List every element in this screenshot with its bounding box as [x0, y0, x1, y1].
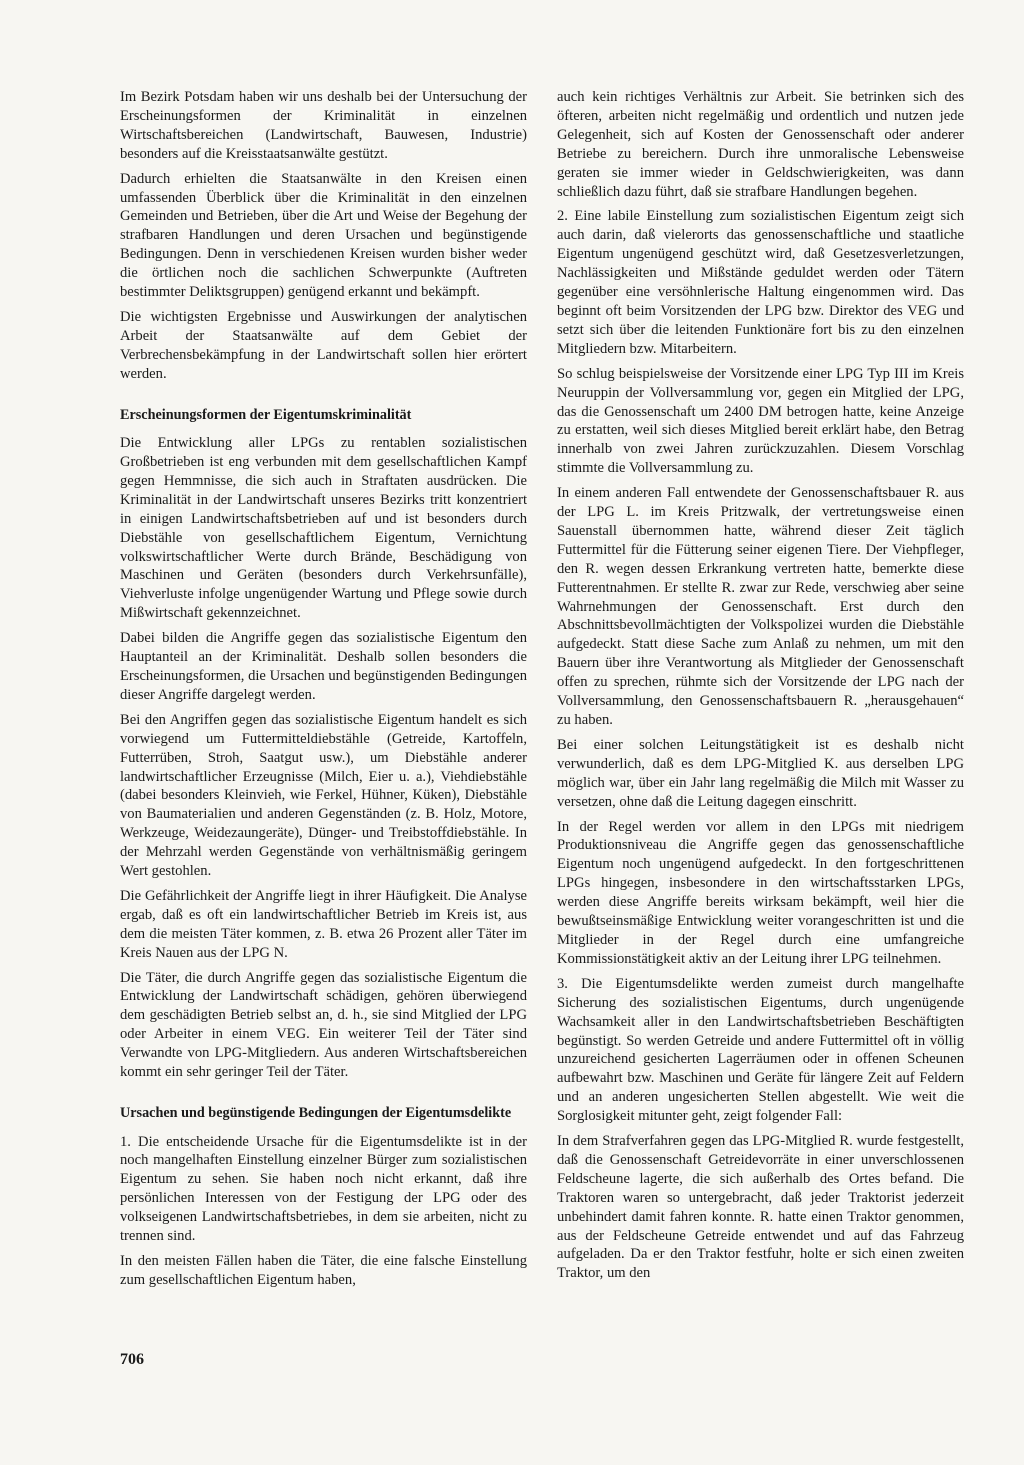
paragraph: Dabei bilden die Angriffe gegen das sozialistische Eigentum den Hauptanteil an der Kriminalität. Deshalb sollen besonders die Erscheinungsformen, die Ursachen und begünstigenden Bedingungen dieser Angriffe dargelegt werden.: [120, 630, 527, 703]
paragraph: So schlug beispielsweise der Vorsitzende einer LPG Typ III im Kreis Neuruppin der Vollversammlung vor, gegen ein Mitglied der LPG, das die Genossenschaft um 2400 DM betrogen hatte, keine Anzeige zu erstatten, weil sich dieses Mitglied bereit erklärt habe, den Betrag innerhalb von zwei Jahren zurückzuzahlen. Diesem Vorschlag stimmte die Vollversammlung zu.: [557, 365, 964, 477]
section-heading: Erscheinungsformen der Eigentumskriminalität: [120, 406, 412, 423]
paragraph: 3. Die Eigentumsdelikte werden zumeist durch mangelhafte Sicherung des sozialistischen Eigentums, durch ungenügende Wachsamkeit aller in den Landwirtschaftsbetrieben Beschäftigten begünstigt. So werden Getreide und andere Futtermittel oft in völlig unzureichend gesicherten Lagerräumen oder in offenen Scheunen aufbewahrt bzw. Maschinen und Geräte für längere Zeit auf Feldern und an anderen ungesicherten Stellen abgestellt. Wie weit die Sorglosigkeit mitunter geht, zeigt folgender Fall:: [557, 975, 964, 1125]
paragraph: Die wichtigsten Ergebnisse und Auswirkungen der analytischen Arbeit der Staatsanwälte auf dem Gebiet der Verbrechensbekämpfung in der Landwirtschaft sollen hier erörtert werden.: [120, 308, 527, 382]
left-column: [120, 88, 527, 1296]
paragraph: 2. Eine labile Einstellung zum sozialistischen Eigentum zeigt sich auch darin, daß vielerorts das genossenschaftliche und staatliche Eigentum ungenügend geschützt wird, daß Gesetzesverletzungen, Nachlässigkeiten und Mißstände geduldet werden oder Tätern gegenüber eine versöhnlerische Haltung eingenommen wird. Das beginnt oft beim Vorsitzenden der LPG bzw. Direktor des VEG und setzt sich über die leitenden Funktionäre fort bis zu den einzelnen Mitgliedern bzw. Mitarbeitern.: [557, 208, 964, 357]
paragraph: In einem anderen Fall entwendete der Genossenschaftsbauer R. aus der LPG L. im Kreis Pritzwalk, der vertretungsweise einen Sauenstall übernommen hatte, während dieser Zeit täglich Futtermittel für die Fütterung seiner eigenen Tiere. Der Viehpfleger, den R. wegen dessen Erkrankung vertreten hatte, bemerkte diese Futterentnahmen. Er stellte R. zwar zur Rede, verschwieg aber seine Wahrnehmungen der Genossenschaft. Erst durch den Abschnittsbevollmächtigten der Volkspolizei wurden die Diebstähle aufgedeckt. Statt diese Sache zum Anlaß zu nehmen, um mit den Bauern über ihre Verantwortung als Mitglieder der Genossenschaft offen zu sprechen, rühmte sich der Vorsitzende der LPG nach der Vollversammlung, den Genossenschaftsbauern R. „herausgehauen“ zu haben.: [557, 485, 964, 728]
paragraph: In der Regel werden vor allem in den LPGs mit niedrigem Produktionsniveau die Angriffe gegen das genossenschaftliche Eigentum noch ungenügend aufgedeckt. In den fortgeschrittenen LPGs hingegen, insbesondere in den wirtschaftsstarken LPGs, werden diese Angriffe bereits wirksam bekämpft, weil hier die bewußtseinsmäßige Entwicklung weiter vorangeschritten ist und die Mitglieder in der Regel durch eine umfangreiche Kommissionstätigkeit aktiv an der Leitung ihrer LPG teilnehmen.: [557, 818, 964, 967]
right-column: [557, 88, 964, 1289]
paragraph: Im Bezirk Potsdam haben wir uns deshalb bei der Untersuchung der Erscheinungsformen der Kriminalität in einzelnen Wirtschaftsbereichen (Landwirtschaft, Bauwesen, Industrie) besonders auf die Kreisstaatsanwälte gestützt.: [120, 89, 527, 162]
paragraph: Die Entwicklung aller LPGs zu rentablen sozialistischen Großbetrieben ist eng verbunden mit dem gesellschaftlichen Kampf gegen Hemmnisse, die sich auch in Straftaten ausdrücken. Die Kriminalität in der Landwirtschaft unseres Bezirks tritt konzentriert in einigen Landwirtschaftsbetrieben auf und ist besonders durch Diebstähle von gesellschaftlichem Eigentum, Vernichtung volkswirtschaftlicher Werte durch Brände, Beschädigung von Maschinen und Geräten (besonders durch Verkehrsunfälle), Viehverluste infolge ungenügender Wartung und Pflege sowie durch Mißwirtschaft gekennzeichnet.: [120, 435, 527, 622]
paragraph: Die Gefährlichkeit der Angriffe liegt in ihrer Häufigkeit. Die Analyse ergab, daß es oft ein landwirtschaftlicher Betrieb im Kreis ist, aus dem die meisten Täter kommen, z. B. etwa 26 Prozent aller Täter im Kreis Nauen aus der LPG N.: [120, 887, 527, 961]
page-number: 706: [120, 1351, 144, 1368]
paragraph: Dadurch erhielten die Staatsanwälte in den Kreisen einen umfassenden Überblick über die Kriminalität in den einzelnen Gemeinden und Betrieben, über die Art und Weise der Begehung der strafbaren Handlungen und deren Ursachen und begünstigende Bedingungen. Denn in verschiedenen Kreisen wurden bisher weder die örtlichen noch die sachlichen Schwerpunkte (Auftreten bestimmter Deliktsgruppen) genügend erkannt und bekämpft.: [120, 170, 527, 301]
paragraph: In dem Strafverfahren gegen das LPG-Mitglied R. wurde festgestellt, daß die Genossenschaft Getreidevorräte in einer unverschlossenen Feldscheune lagerte, die sich außerhalb des Ortes befand. Die Traktoren waren so untergebracht, daß jeder Traktorist jederzeit unbehindert damit fahren konnte. R. hatte einen Traktor genommen, aus der Feldscheune Getreide entwendet und auf das Fahrzeug aufgeladen. Da er den Traktor festfuhr, holte er sich einen zweiten Traktor, um den: [557, 1133, 964, 1282]
section-heading: Ursachen und begünstigende Bedingungen der Eigentumsdelikte: [120, 1105, 512, 1121]
paragraph: auch kein richtiges Verhältnis zur Arbeit. Sie betrinken sich des öfteren, arbeiten nicht regelmäßig und ordentlich und nutzen jede Gelegenheit, sich auf Kosten der Genossenschaft oder anderer Betriebe zu bereichern. Durch ihre unmoralische Lebensweise geraten sie immer wieder in Geldschwierigkeiten, was dann schließlich dazu führt, daß sie strafbare Handlungen begehen.: [557, 89, 964, 200]
paragraph: 1. Die entscheidende Ursache für die Eigentumsdelikte ist in der noch mangelhaften Einstellung einzelner Bürger zum sozialistischen Eigentum zu sehen. Sie haben noch nicht erkannt, daß ihre persönlichen Interessen von der Festigung der LPG oder des volkseigenen Landwirtschaftsbetriebes, in dem sie arbeiten, nicht zu trennen sind.: [120, 1133, 527, 1245]
paragraph: In den meisten Fällen haben die Täter, die eine falsche Einstellung zum gesellschaftlichen Eigentum haben,: [120, 1252, 527, 1288]
paragraph: Bei den Angriffen gegen das sozialistische Eigentum handelt es sich vorwiegend um Futtermitteldiebstähle (Getreide, Kartoffeln, Futterrüben, Stroh, Saatgut usw.), um Diebstähle anderer landwirtschaftlicher Erzeugnisse (Milch, Eier u. a.), Viehdiebstähle (dabei besonders Kleinvieh, wie Ferkel, Hühner, Küken), Diebstähle von Baumaterialien und anderen Gegenständen (z. B. Holz, Motore, Werkzeuge, Weidezaungeräte), Dünger- und Treibstoffdiebstähle. In der Mehrzahl werden Gegenstände von verhältnismäßig geringem Wert gestohlen.: [120, 711, 527, 880]
paragraph: Bei einer solchen Leitungstätigkeit ist es deshalb nicht verwunderlich, daß es dem LPG-Mitglied K. aus derselben LPG möglich war, über ein Jahr lang regelmäßig die Milch mit Wasser zu versetzen, ohne daß die Leitung dagegen einschritt.: [557, 736, 964, 810]
paragraph: Die Täter, die durch Angriffe gegen das sozialistische Eigentum die Entwicklung der Landwirtschaft schädigen, gehören überwiegend dem geschädigten Betrieb selbst an, d. h., sie sind Mitglied der LPG oder Arbeiter in einem VEG. Ein weiterer Teil der Täter sind Verwandte von LPG-Mitgliedern. Aus anderen Wirtschaftsbereichen kommt ein sehr geringer Teil der Täter.: [120, 969, 527, 1081]
